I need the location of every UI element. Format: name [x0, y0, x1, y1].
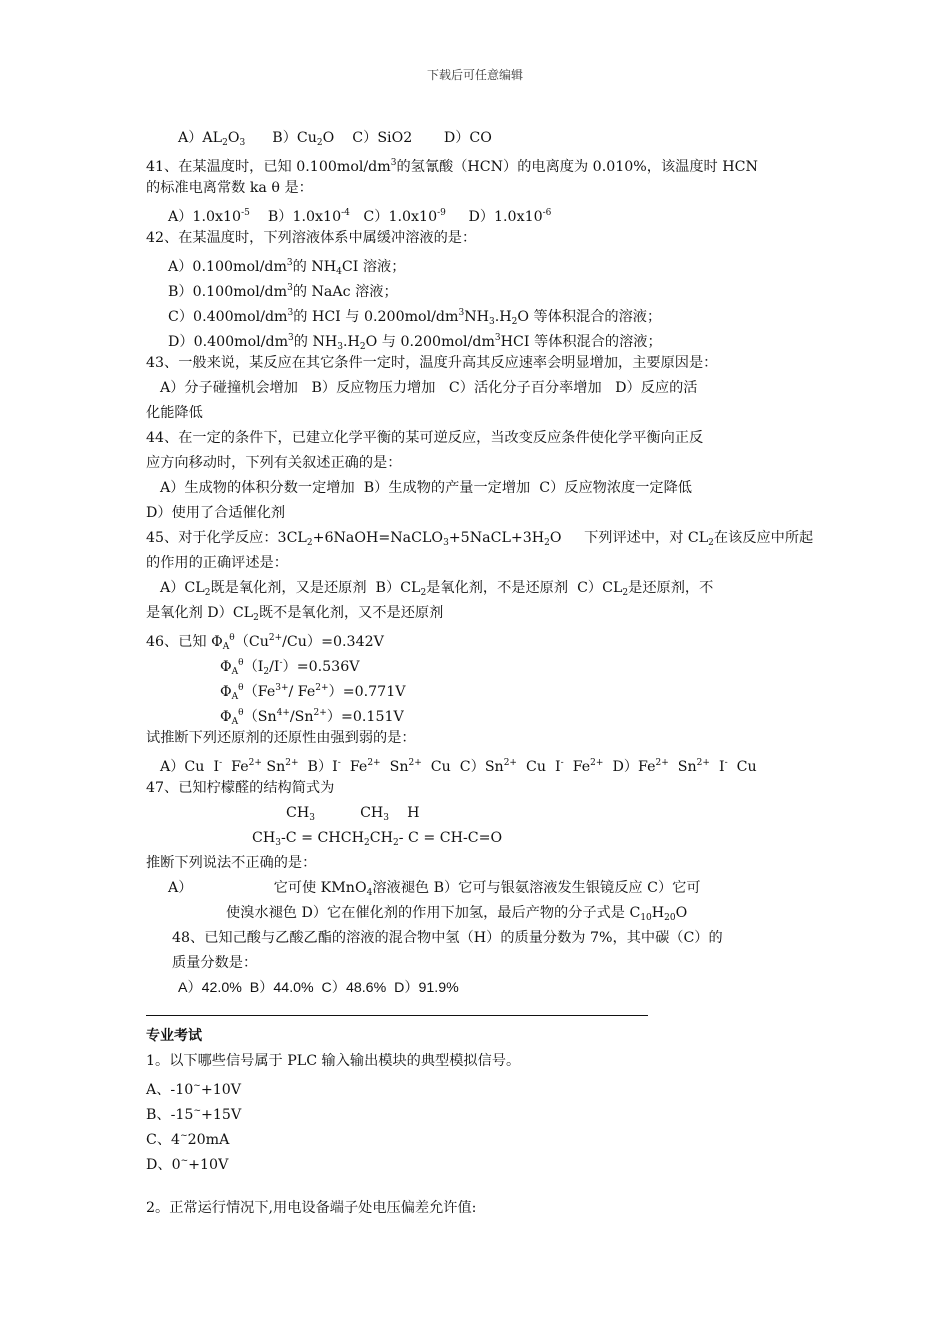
- text-line: [172, 929, 723, 947]
- text-run: （Sn: [243, 709, 277, 725]
- text-line: [168, 879, 701, 902]
- text-run: CH: [286, 805, 310, 821]
- superscript: θ: [238, 683, 244, 693]
- text-run: CI 溶液；: [341, 259, 406, 275]
- text-run: Cu: [727, 759, 757, 775]
- superscript: 2+: [655, 758, 669, 768]
- superscript: 3: [287, 308, 294, 318]
- text-run: 是氧化剂 D）CL: [146, 605, 254, 621]
- text-line: [146, 1199, 476, 1217]
- text-run: +10V: [200, 1082, 242, 1098]
- text-run: 20mA: [187, 1132, 230, 1148]
- subscript: 2: [511, 317, 518, 327]
- text-run: 化能降低: [146, 405, 203, 421]
- text-line: [160, 579, 713, 602]
- text-line: [160, 754, 757, 776]
- superscript: 2+: [408, 758, 422, 768]
- text-run: 的氢氰酸（HCN）的电离度为 0.010%，该温度时 HCN: [396, 159, 758, 175]
- text-run: （Cu: [234, 634, 269, 650]
- subscript: 3: [337, 342, 343, 352]
- text-run: 47、已知柠檬醛的结构简式为: [146, 780, 335, 796]
- superscript: -6: [542, 208, 552, 218]
- superscript: 3+: [275, 683, 289, 693]
- subscript: 2: [253, 613, 259, 623]
- subscript: 20: [664, 913, 676, 923]
- text-run: /Sn: [289, 709, 314, 725]
- text-run: A）分子碰撞机会增加 B）反应物压力增加 C）活化分子百分率增加 D）反应的活: [160, 380, 698, 396]
- text-line: [160, 379, 698, 397]
- superscript: -4: [341, 208, 350, 218]
- text-line: [146, 454, 401, 472]
- superscript: ~: [193, 1106, 202, 1116]
- text-line: [146, 854, 316, 872]
- text-run: CH: [252, 830, 276, 846]
- subscript: 2: [392, 838, 399, 848]
- text-run: Sn: [668, 759, 697, 775]
- text-line: [168, 304, 661, 331]
- superscript: 3: [390, 158, 397, 168]
- superscript: 3: [287, 283, 293, 293]
- superscript: 3: [494, 333, 501, 343]
- text-run: 专业考试: [146, 1028, 202, 1044]
- subscript: 2: [316, 138, 323, 148]
- text-line: [226, 904, 687, 927]
- text-line: [146, 529, 813, 552]
- subscript: A: [231, 667, 239, 677]
- subscript: 2: [204, 588, 211, 598]
- text-line: [252, 829, 502, 852]
- subscript: 3: [309, 813, 315, 823]
- text-run: 46、已知 Φ: [146, 634, 223, 650]
- text-run: 48、已知己酸与乙酸乙酯的溶液的混合物中氢（H）的质量分数为 7%，其中碳（C）的: [172, 930, 723, 946]
- text-run: O C）SiO: [322, 130, 404, 146]
- text-run: .H: [494, 309, 512, 325]
- text-run: 41、在某温度时，已知 0.100mol/dm: [146, 159, 391, 175]
- text-line: [146, 1052, 520, 1070]
- text-run: ）=0.771V: [328, 684, 406, 700]
- text-run: D）使用了合适催化剂: [146, 505, 286, 521]
- text-run: A）Cu I: [160, 759, 220, 775]
- text-run: B）Cu: [245, 130, 317, 146]
- page-header: 下载后可任意编辑: [426, 68, 523, 82]
- text-run: 的 NaAc 溶液；: [292, 284, 398, 300]
- text-line: [168, 329, 662, 356]
- text-line: [146, 154, 758, 176]
- text-line: [146, 1152, 228, 1174]
- text-run: Fe: [340, 759, 368, 775]
- superscript: ~: [180, 1156, 189, 1166]
- text-run: C、4: [146, 1132, 181, 1148]
- text-run: H: [389, 805, 420, 821]
- superscript: 3: [288, 333, 294, 343]
- text-run: D、0: [146, 1157, 181, 1173]
- text-run: （Fe: [243, 684, 276, 700]
- text-run: 既是氧化剂，又是还原剂 B）CL: [210, 580, 421, 596]
- text-run: Sn: [380, 759, 409, 775]
- text-run: 1。以下哪些信号属于 PLC 输入输出模块的典型模拟信号。: [146, 1053, 521, 1069]
- text-run: A）CL: [160, 580, 205, 596]
- text-run: A、-10: [146, 1082, 194, 1098]
- subscript: A: [231, 717, 239, 727]
- text-run: +10V: [188, 1157, 229, 1173]
- superscript: -: [279, 658, 283, 668]
- text-run: +6NaOH=NaCLO: [312, 530, 444, 546]
- text-run: CH: [369, 830, 393, 846]
- subscript: 10: [640, 913, 652, 923]
- text-line: [146, 404, 203, 422]
- text-run: 2。正常运行情况下,用电设备端子处电压偏差允许值:: [146, 1200, 477, 1216]
- subscript: 2: [622, 588, 629, 598]
- text-run: Fe: [563, 759, 591, 775]
- text-line: [146, 729, 416, 747]
- text-run: -C = CHCH: [280, 830, 364, 846]
- text-run: 的作用的正确评述是：: [146, 555, 288, 571]
- text-line: [178, 129, 492, 152]
- text-run: .H: [342, 334, 360, 350]
- text-run: / Fe: [288, 684, 316, 700]
- text-run: A）1.0x10: [168, 209, 242, 225]
- text-line: [146, 354, 717, 372]
- text-run: C）1.0x10: [349, 209, 438, 225]
- text-run: /I: [269, 659, 280, 675]
- text-run: B）0.100mol/dm: [168, 284, 288, 300]
- text-line: [146, 1077, 241, 1099]
- superscript: 2+: [696, 758, 710, 768]
- text-run: 44、在一定的条件下，已建立化学平衡的某可逆反应，当改变反应条件使化学平衡向正反: [146, 430, 704, 446]
- subscript: 2: [359, 342, 366, 352]
- text-run: O: [227, 130, 240, 146]
- text-run: A）AL: [178, 130, 223, 146]
- superscript: 2+: [313, 708, 327, 718]
- text-run: +5NaCL+3H: [448, 530, 545, 546]
- subscript: 3: [239, 138, 246, 148]
- text-line: [172, 954, 257, 972]
- text-run: 的 NH: [292, 259, 337, 275]
- text-line: [146, 1127, 229, 1149]
- subscript: A: [222, 642, 230, 652]
- superscript: 2+: [248, 758, 262, 768]
- superscript: 2+: [590, 758, 604, 768]
- text-line: [168, 279, 398, 301]
- text-run: 45、对于化学反应：3CL: [146, 530, 307, 546]
- superscript: θ: [238, 708, 244, 718]
- text-run: 在该反应中所起: [713, 530, 814, 546]
- text-run: 使溴水褪色 D）它在催化剂的作用下加氢，最后产物的分子式是 C: [226, 905, 641, 921]
- text-line: [146, 504, 285, 522]
- superscript: θ: [238, 658, 244, 668]
- text-run: Sn: [261, 759, 286, 775]
- text-line: [220, 704, 404, 731]
- subscript: 2: [363, 838, 370, 848]
- subscript: 2: [420, 588, 427, 598]
- subscript: 3: [275, 838, 281, 848]
- text-line: [220, 679, 405, 706]
- text-run: Φ: [220, 659, 232, 675]
- superscript: 4+: [276, 708, 290, 718]
- superscript: 2+: [285, 758, 299, 768]
- subscript: 2: [306, 538, 313, 548]
- text-run: CH: [314, 805, 384, 821]
- text-run: 质量分数是：: [172, 955, 258, 971]
- text-line: [146, 179, 313, 197]
- text-run: A）生成物的体积分数一定增加 B）生成物的产量一定增加 C）反应物浓度一定降低: [160, 480, 692, 496]
- text-line: [146, 779, 334, 797]
- text-run: /Cu）=0.342V: [282, 634, 384, 650]
- text-run: NH: [464, 309, 489, 325]
- text-run: ）=0.151V: [326, 709, 404, 725]
- text-line: [160, 479, 692, 497]
- subscript: A: [231, 692, 239, 702]
- subscript: 3: [443, 538, 449, 548]
- text-run: Φ: [220, 684, 232, 700]
- text-line: [168, 204, 551, 226]
- text-run: 是还原剂，不: [628, 580, 714, 596]
- subscript: 2: [263, 667, 270, 677]
- text-line: [146, 604, 443, 627]
- text-line: [168, 254, 405, 281]
- text-run: 是氧化剂，不是还原剂 C）CL: [426, 580, 623, 596]
- subscript: 4: [366, 888, 373, 898]
- text-run: D）1.0x10: [445, 209, 543, 225]
- text-line: [146, 429, 703, 447]
- text-run: 溶液褪色 B）它可与银氨溶液发生银镜反应 C）它可: [372, 880, 701, 896]
- text-run: O 下列评述中，对 CL: [549, 530, 709, 546]
- text-run: Φ: [220, 709, 232, 725]
- text-run: D）Fe: [603, 759, 656, 775]
- text-line: [146, 1102, 241, 1124]
- text-run: H: [651, 905, 665, 921]
- superscript: 2+: [367, 758, 381, 768]
- superscript: 2+: [315, 683, 329, 693]
- text-run: 的 HCI 与 0.200mol/dm: [293, 309, 459, 325]
- text-run: Fe: [222, 759, 249, 775]
- superscript: -: [724, 758, 728, 768]
- text-run: O: [675, 905, 688, 921]
- superscript: 3: [286, 258, 293, 268]
- superscript: θ: [229, 633, 235, 643]
- text-line: [146, 554, 288, 572]
- text-run: D）CO: [412, 130, 492, 146]
- text-run: O 与 0.200mol/dm: [365, 334, 495, 350]
- superscript: -: [337, 758, 341, 768]
- text-run: B）I: [298, 759, 338, 775]
- text-run: 既不是氧化剂，又不是还原剂: [258, 605, 444, 621]
- superscript: ~: [180, 1131, 188, 1141]
- text-line: [146, 229, 476, 247]
- text-run: HCI 等体积混合的溶液；: [500, 334, 662, 350]
- text-run: 应方向移动时，下列有关叙述正确的是：: [146, 455, 402, 471]
- text-run: A） 它可使 KMnO: [168, 880, 367, 896]
- subscript: 4: [336, 267, 342, 277]
- superscript: -9: [437, 208, 446, 218]
- text-run: - C = CH-C=O: [398, 830, 503, 846]
- superscript: 3: [458, 308, 465, 318]
- text-run: ）=0.536V: [282, 659, 360, 675]
- subscript: 2: [708, 538, 714, 548]
- subscript: 2: [544, 538, 550, 548]
- text-run: 42、在某温度时，下列溶液体系中属缓冲溶液的是：: [146, 230, 477, 246]
- text-run: B、-15: [146, 1107, 194, 1123]
- superscript: -: [219, 758, 223, 768]
- text-run: 43、一般来说，某反应在其它条件一定时，温度升高其反应速率会明显增加，主要原因是：: [146, 355, 718, 371]
- text-run: B）1.0x10: [249, 209, 342, 225]
- text-line: [146, 1027, 202, 1045]
- text-run: （I: [243, 659, 264, 675]
- superscript: -: [560, 758, 564, 768]
- subscript: 3: [383, 813, 390, 823]
- text-run: 的 NH: [293, 334, 338, 350]
- subscript: 2: [222, 138, 228, 148]
- subscript: 3: [488, 317, 495, 327]
- section-divider: [146, 1015, 648, 1016]
- text-line: [178, 979, 459, 997]
- text-run: 2: [403, 130, 413, 146]
- text-line: [220, 654, 359, 681]
- superscript: ~: [193, 1081, 201, 1091]
- text-run: 推断下列说法不正确的是：: [146, 855, 317, 871]
- text-line: [286, 804, 419, 827]
- text-run: +15V: [201, 1107, 242, 1123]
- text-run: Cu I: [516, 759, 561, 775]
- text-run: A）42.0% B）44.0% C）48.6% D）91.9%: [178, 980, 459, 996]
- superscript: 2+: [268, 633, 283, 643]
- text-run: O 等体积混合的溶液；: [517, 309, 662, 325]
- text-run: I: [709, 759, 725, 775]
- text-run: 试推断下列还原剂的还原性由强到弱的是：: [146, 730, 416, 746]
- superscript: 2+: [503, 758, 517, 768]
- text-run: A）0.100mol/dm: [168, 259, 287, 275]
- text-run: 的标准电离常数 ka θ 是：: [146, 180, 313, 196]
- text-run: Cu C）Sn: [421, 759, 504, 775]
- text-run: D）0.400mol/dm: [168, 334, 289, 350]
- text-run: C）0.400mol/dm: [168, 309, 288, 325]
- text-line: [146, 629, 384, 656]
- superscript: -5: [241, 208, 250, 218]
